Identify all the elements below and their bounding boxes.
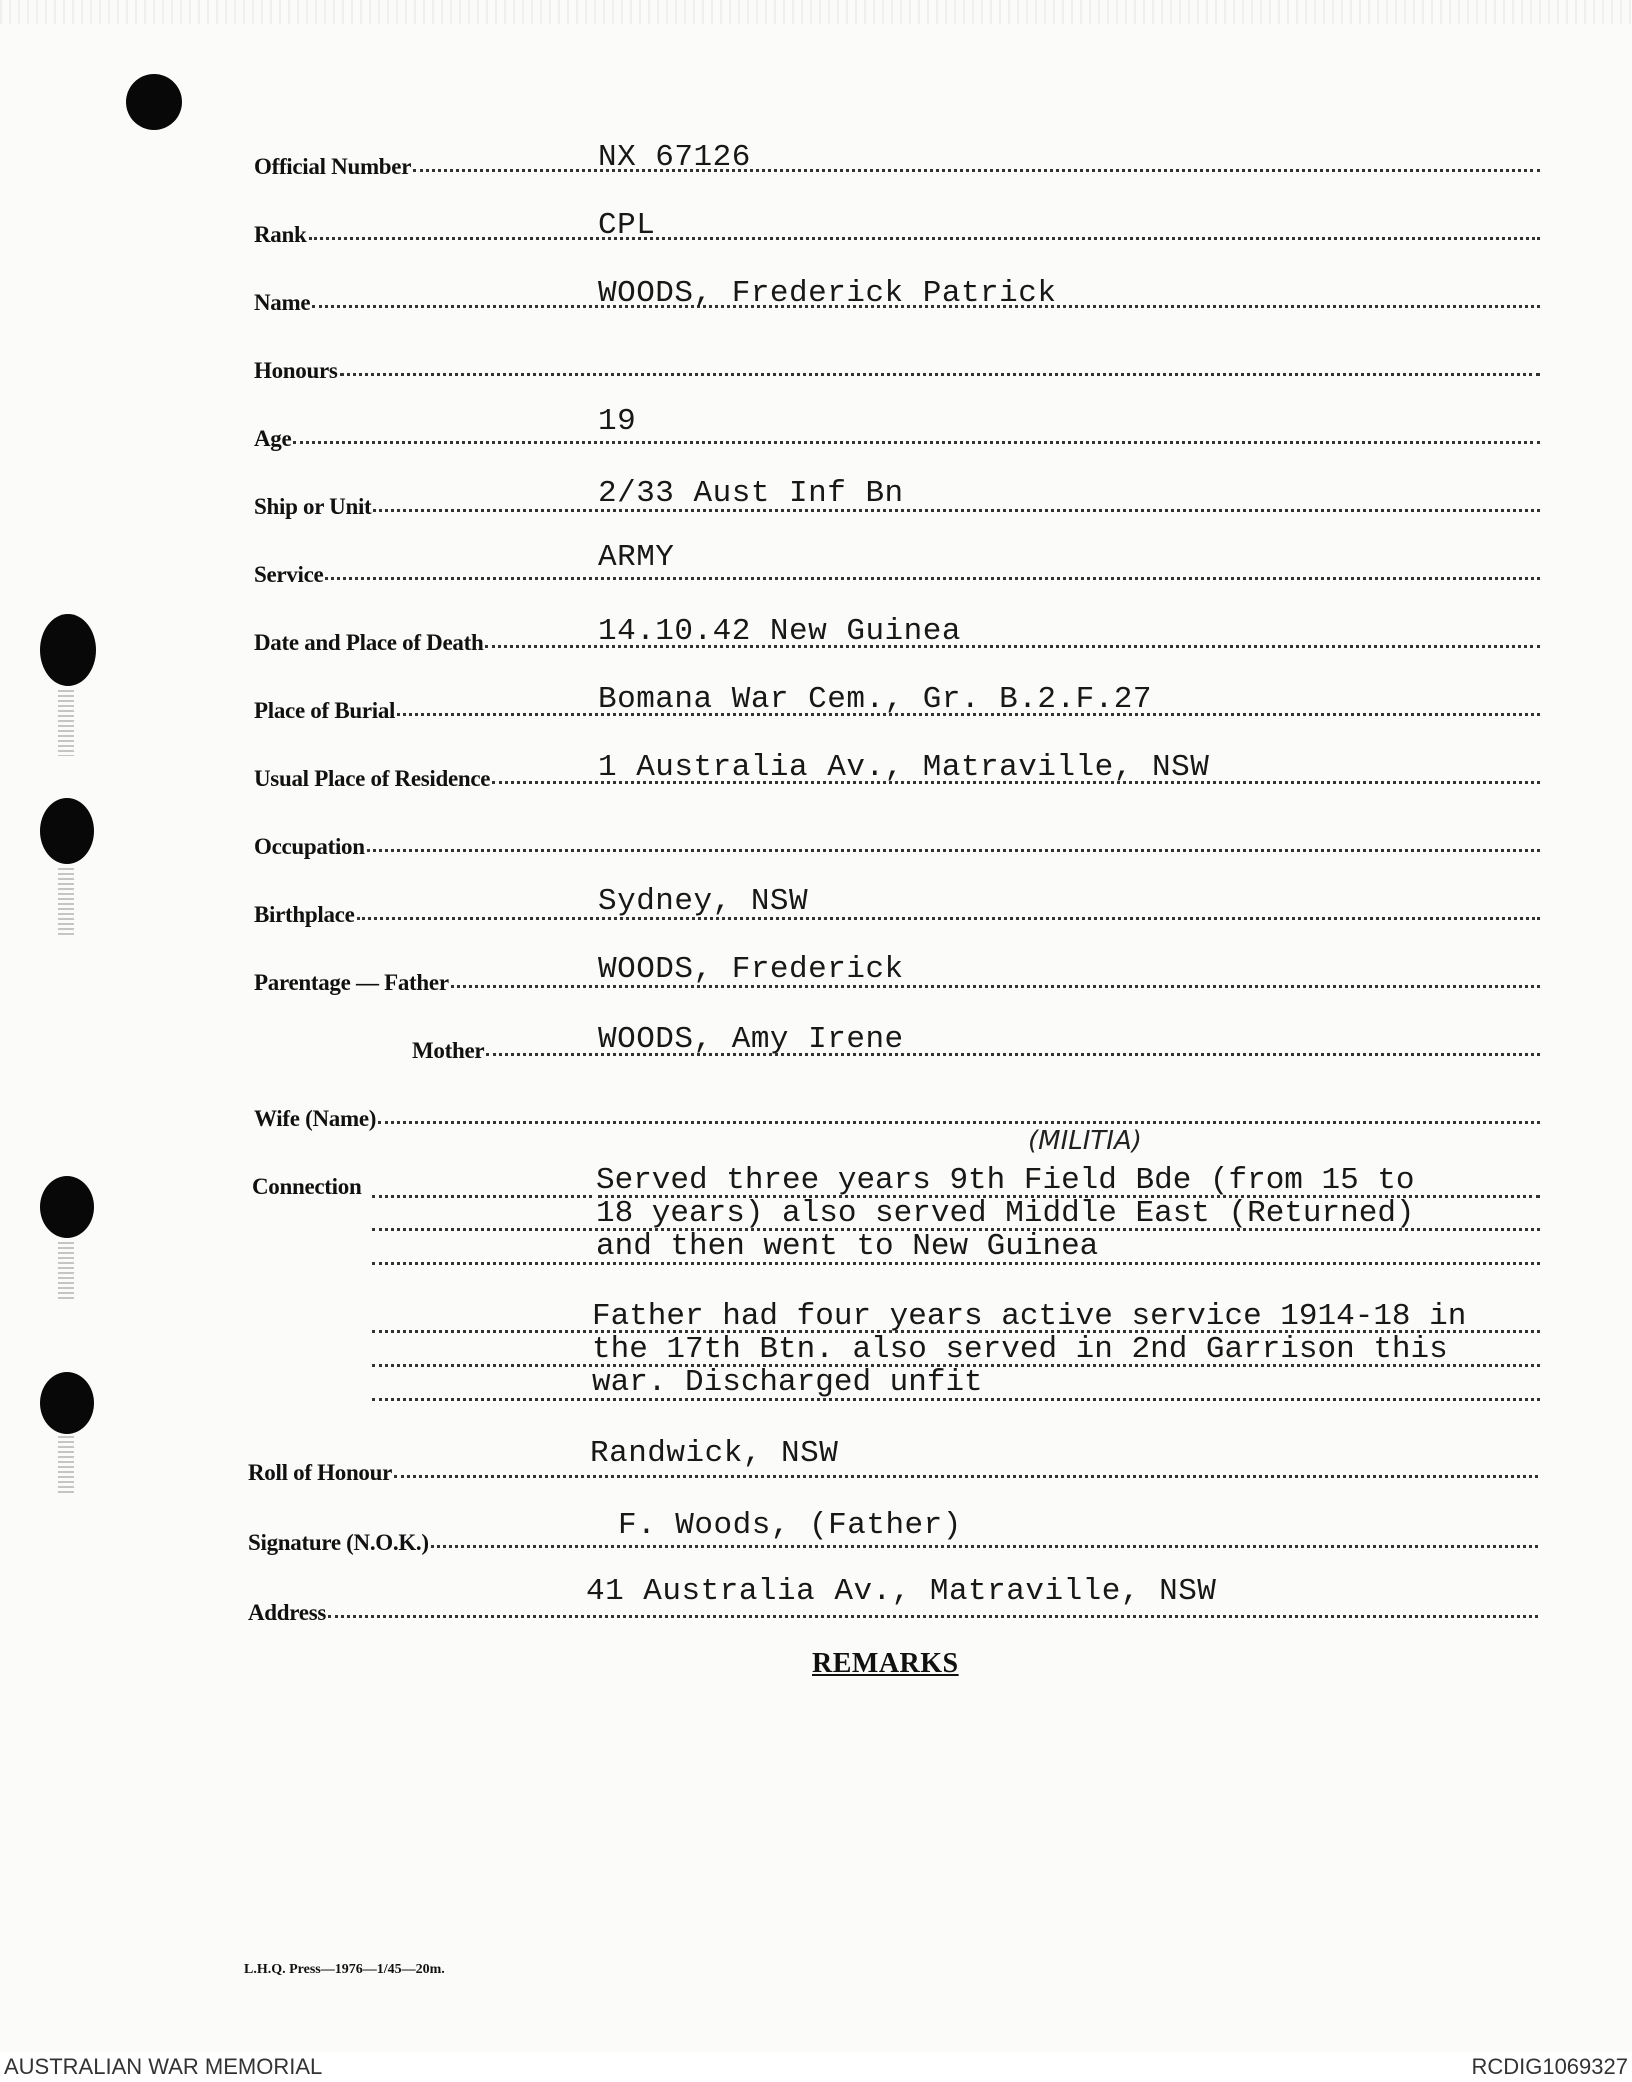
field-service [254,548,1540,588]
label-usual-residence: Usual Place of Residence [254,766,491,791]
value-birthplace: Sydney, NSW [598,884,809,919]
value-signature: F. Woods, (Father) [618,1508,962,1543]
value-age: 19 [598,404,637,439]
field-honours [254,344,1540,384]
label-signature: Signature (N.O.K.) [248,1530,429,1555]
label-address: Address [248,1600,326,1625]
label-connection: Connection [252,1174,362,1199]
label-rank: Rank [254,222,307,247]
remarks-heading: REMARKS [812,1648,959,1679]
field-occupation [254,820,1540,860]
label-roll-of-honour: Roll of Honour [248,1460,393,1485]
value-rank: CPL [598,208,656,243]
value-ship-or-unit: 2/33 Aust Inf Bn [598,476,904,511]
footer-institution: AUSTRALIAN WAR MEMORIAL [4,2054,323,2079]
value-usual-residence: 1 Australia Av., Matraville, NSW [598,750,1210,785]
field-roll-of-honour [248,1446,1538,1486]
label-name: Name [254,290,311,315]
label-father: Parentage — Father [254,970,449,995]
label-wife: Wife (Name) [254,1106,377,1131]
label-place-of-burial: Place of Burial [254,698,396,723]
label-date-place-death: Date and Place of Death [254,630,484,655]
press-note: L.H.Q. Press—1976—1/45—20m. [244,1962,445,1977]
value-roll-of-honour: Randwick, NSW [590,1436,839,1471]
connection-text-2: Father had four years active service 1914-18 in the 17th Btn. also served in 2nd Garrison this war. Discharged unfit [592,1299,1467,1400]
value-place-of-burial: Bomana War Cem., Gr. B.2.F.27 [598,682,1152,717]
footer-bar [0,2052,1632,2082]
label-age: Age [254,426,292,451]
value-service: ARMY [598,540,675,575]
value-name: WOODS, Frederick Patrick [598,276,1057,311]
field-age [254,412,1540,452]
label-official-number: Official Number [254,154,412,179]
value-father: WOODS, Frederick [598,952,904,987]
label-service: Service [254,562,324,587]
footer-record-id: RCDIG1069327 [1471,2054,1628,2079]
field-rank [254,208,1540,248]
value-address: 41 Australia Av., Matraville, NSW [586,1574,1217,1609]
label-birthplace: Birthplace [254,902,355,927]
connection-annotation: (MILITIA) [1028,1126,1142,1156]
label-mother: Mother [412,1038,485,1063]
field-mother [412,1024,1540,1064]
connection-text-1: Served three years 9th Field Bde (from 15 to 18 years) also served Middle East (Returned) and then went to New Guinea [596,1163,1415,1264]
label-occupation: Occupation [254,834,365,859]
value-mother: WOODS, Amy Irene [598,1022,904,1057]
label-honours: Honours [254,358,338,383]
value-official-number: NX 67126 [598,140,751,175]
value-date-place-death: 14.10.42 New Guinea [598,614,961,649]
label-ship-or-unit: Ship or Unit [254,494,372,519]
field-official-number [254,140,1540,180]
field-wife [254,1092,1540,1132]
field-birthplace [254,888,1540,928]
